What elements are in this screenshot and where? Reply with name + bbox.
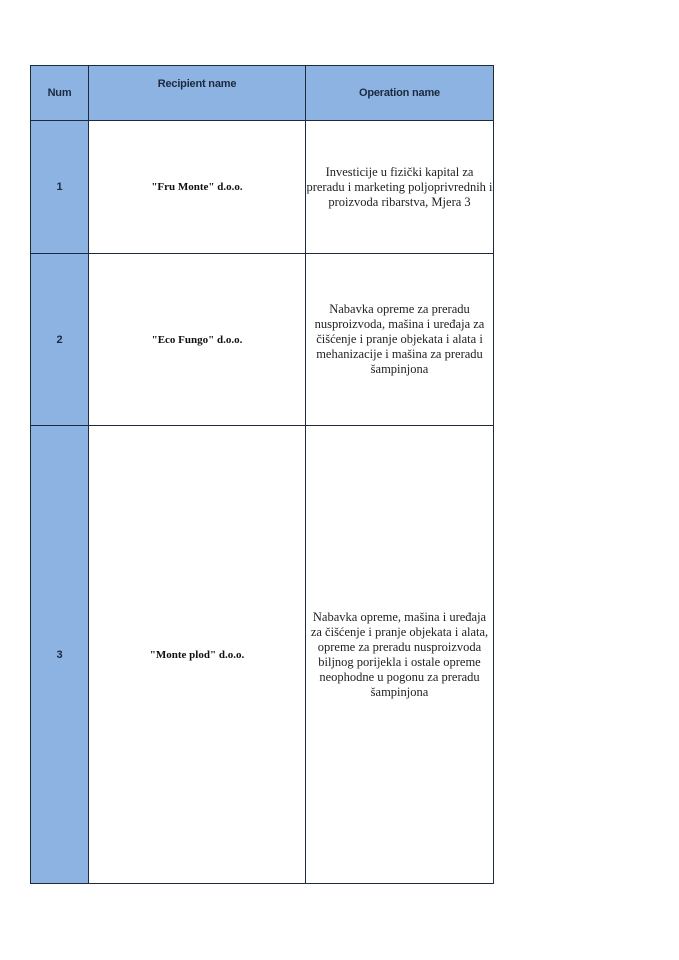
- recipients-table: [30, 65, 494, 884]
- recipient-name-cell: "Eco Fungo" d.o.o.: [89, 254, 306, 426]
- table-header-row: [31, 66, 494, 121]
- table-row: [31, 254, 494, 426]
- header-recipient-name: Recipient name: [89, 66, 306, 121]
- operation-name-cell: Nabavka opreme za preradu nusproizvoda, mašina i uređaja za čišćenje i pranje objekata i alata i mehanizacije i mašina za preradu šampinjona: [306, 254, 494, 426]
- row-num: 3: [31, 426, 89, 884]
- row-num: 2: [31, 254, 89, 426]
- header-operation-name: Operation name: [306, 66, 494, 121]
- operation-name-cell: Investicije u fizički kapital za preradu i marketing poljoprivrednih i proizvoda ribarstva, Mjera 3: [306, 121, 494, 254]
- table-row: [31, 426, 494, 884]
- table-row: [31, 121, 494, 254]
- recipient-name-cell: "Fru Monte" d.o.o.: [89, 121, 306, 254]
- operation-name-cell: Nabavka opreme, mašina i uređaja za čišćenje i pranje objekata i alata, opreme za preradu nusproizvoda biljnog porijekla i ostale opreme neophodne u pogonu za preradu šampinjona: [306, 426, 494, 884]
- header-num: Num: [31, 66, 89, 121]
- recipient-name-cell: "Monte plod" d.o.o.: [89, 426, 306, 884]
- row-num: 1: [31, 121, 89, 254]
